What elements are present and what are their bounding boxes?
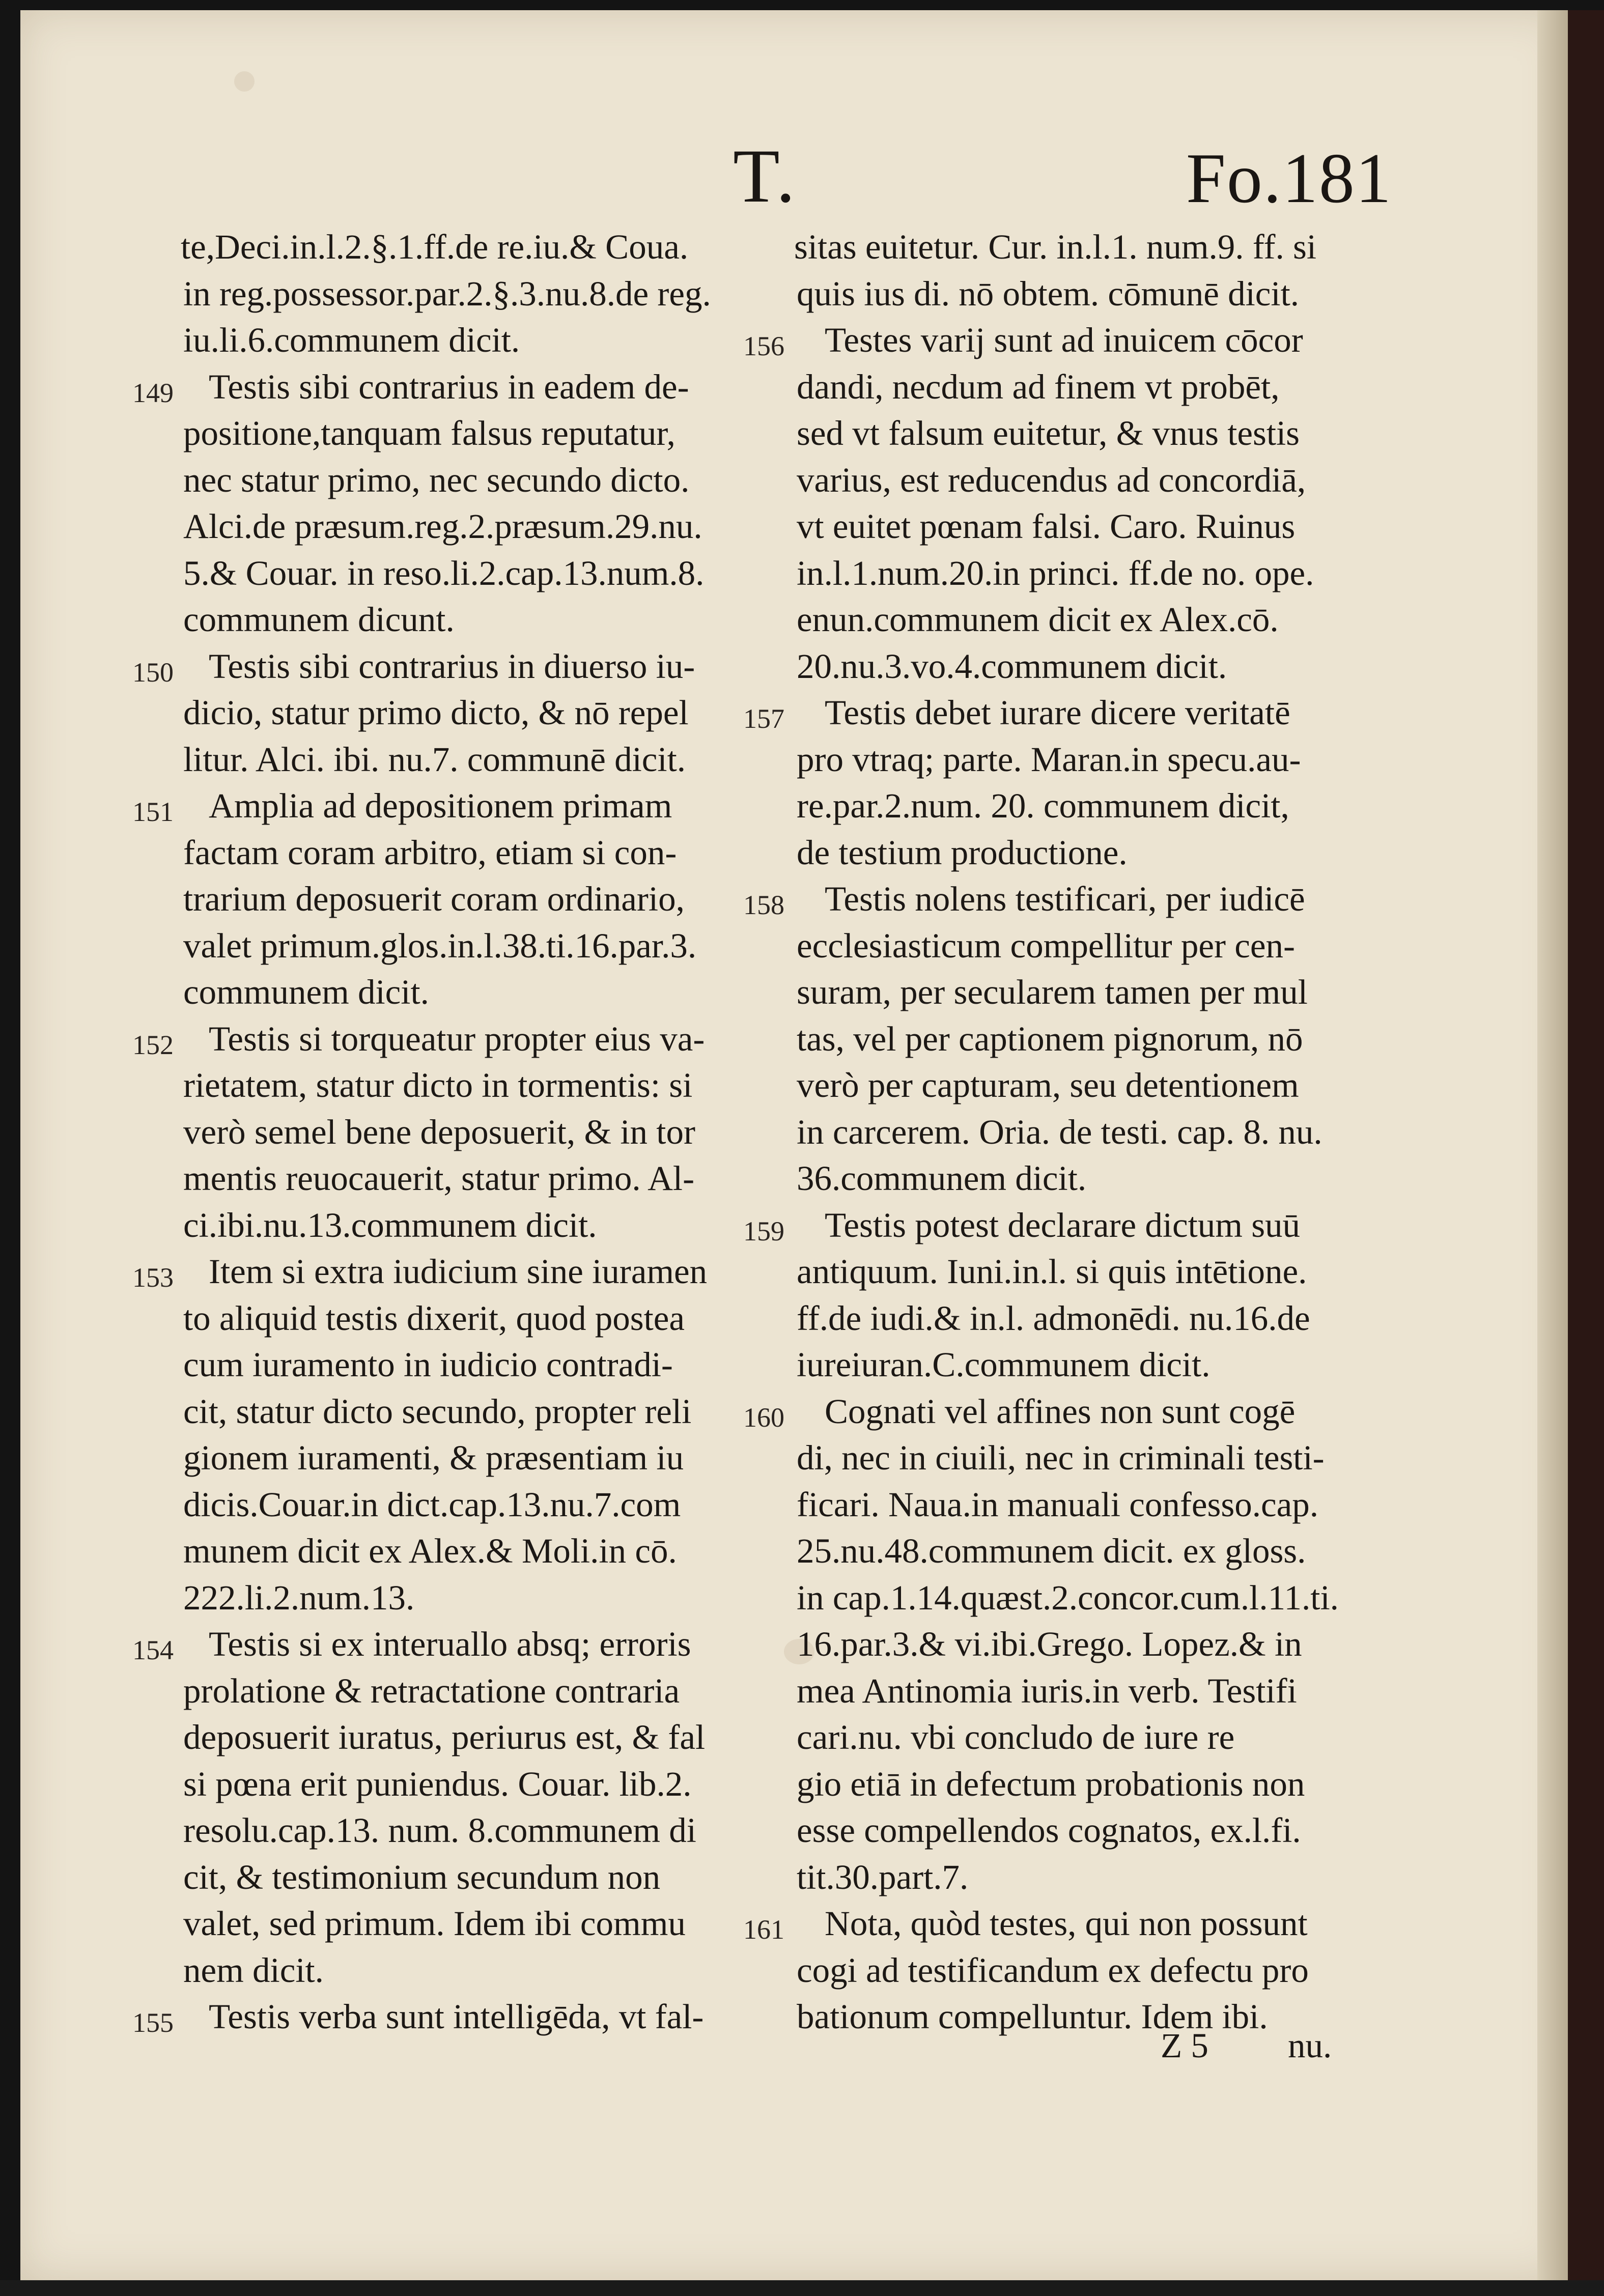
line-text: in.l.1.num.20.in princi. ff.de no. ope. bbox=[797, 553, 1314, 592]
text-line bbox=[132, 1994, 743, 2040]
entry bbox=[132, 1994, 743, 2040]
line-text: de testium productione. bbox=[797, 833, 1128, 872]
text-line bbox=[743, 876, 1380, 923]
line-text: si pœna erit puniendus. Couar. lib.2. bbox=[183, 1764, 692, 1803]
line-text: Testis sibi contrarius in diuerso iu- bbox=[209, 646, 695, 686]
text-line bbox=[743, 503, 1380, 550]
text-line bbox=[743, 1528, 1380, 1575]
text-line bbox=[132, 1249, 743, 1295]
line-text: in reg.possessor.par.2.§.3.nu.8.de reg. bbox=[183, 274, 711, 313]
entry bbox=[743, 1388, 1380, 1901]
line-text: mea Antinomia iuris.in verb. Testifi bbox=[797, 1671, 1297, 1710]
line-text: nem dicit. bbox=[183, 1950, 324, 1990]
line-text: Alci.de præsum.reg.2.præsum.29.nu. bbox=[183, 507, 702, 546]
text-line bbox=[743, 1016, 1380, 1063]
text-line bbox=[132, 690, 743, 736]
text-line bbox=[743, 1202, 1380, 1249]
text-line bbox=[132, 1109, 743, 1156]
line-text: valet, sed primum. Idem ibi commu bbox=[183, 1904, 686, 1943]
line-text: varius, est reducendus ad concordiā, bbox=[797, 460, 1306, 499]
text-line bbox=[132, 1621, 743, 1668]
line-text: Testis si ex interuallo absq; erroris bbox=[209, 1625, 691, 1663]
entry bbox=[743, 1901, 1380, 2040]
text-line bbox=[132, 643, 743, 690]
line-text: mentis reuocauerit, statur primo. Al- bbox=[183, 1159, 695, 1198]
line-text: munem dicit ex Alex.& Moli.in cō. bbox=[183, 1532, 677, 1570]
text-line bbox=[132, 1016, 743, 1063]
line-text: antiquum. Iuni.in.l. si quis intētione. bbox=[797, 1252, 1307, 1291]
line-text: dicis.Couar.in dict.cap.13.nu.7.com bbox=[183, 1485, 681, 1524]
text-line bbox=[132, 1575, 743, 1622]
header-letter: T. bbox=[733, 134, 797, 218]
text-line bbox=[132, 271, 743, 318]
line-text: ecclesiasticum compellitur per cen- bbox=[797, 926, 1295, 965]
text-line bbox=[743, 830, 1380, 876]
entry bbox=[132, 783, 743, 1016]
line-text: dicio, statur primo dicto, & nō repel bbox=[183, 693, 689, 732]
text-line bbox=[743, 410, 1380, 457]
text-line bbox=[743, 783, 1380, 830]
line-text: in cap.1.14.quæst.2.concor.cum.l.11.ti. bbox=[797, 1578, 1339, 1617]
text-line bbox=[743, 364, 1380, 411]
text-line bbox=[132, 597, 743, 643]
entry-number: 149 bbox=[132, 377, 174, 408]
text-line bbox=[743, 1109, 1380, 1156]
text-line bbox=[743, 1342, 1380, 1388]
line-text: litur. Alci. ibi. nu.7. communē dicit. bbox=[183, 740, 686, 779]
line-text: tas, vel per captionem pignorum, nō bbox=[797, 1019, 1303, 1058]
book-page bbox=[20, 10, 1568, 2280]
text-line bbox=[132, 1155, 743, 1202]
line-text: communem dicit. bbox=[183, 973, 429, 1011]
text-line bbox=[743, 224, 1380, 271]
line-text: in carcerem. Oria. de testi. cap. 8. nu. bbox=[797, 1112, 1322, 1151]
line-text: gio etiā in defectum probationis non bbox=[797, 1764, 1305, 1803]
left-column bbox=[132, 224, 743, 2040]
text-line bbox=[743, 923, 1380, 970]
line-text: bationum compelluntur. Idem ibi. bbox=[797, 1997, 1268, 2036]
folio-number: Fo.181 bbox=[1186, 139, 1392, 218]
line-text: trarium deposuerit coram ordinario, bbox=[183, 880, 685, 918]
text-line bbox=[743, 1947, 1380, 1994]
entry bbox=[132, 1249, 743, 1621]
line-text: cit, & testimonium secundum non bbox=[183, 1857, 661, 1896]
entry-number: 156 bbox=[743, 331, 784, 361]
text-line bbox=[743, 1901, 1380, 1947]
entry bbox=[132, 1621, 743, 1994]
entry-number: 155 bbox=[132, 2007, 174, 2038]
text-line bbox=[132, 224, 743, 271]
text-line bbox=[743, 1155, 1380, 1202]
line-text: Testis debet iurare dicere veritatē bbox=[825, 693, 1290, 732]
line-text: rietatem, statur dicto in tormentis: si bbox=[183, 1066, 693, 1104]
text-line bbox=[743, 457, 1380, 504]
line-text: ficari. Naua.in manuali confesso.cap. bbox=[797, 1485, 1318, 1524]
text-line bbox=[743, 1668, 1380, 1715]
line-text: gionem iuramenti, & præsentiam iu bbox=[183, 1438, 684, 1477]
text-line bbox=[743, 1388, 1380, 1435]
entry bbox=[743, 1202, 1380, 1388]
entry-number: 159 bbox=[743, 1215, 784, 1246]
text-line bbox=[132, 550, 743, 597]
line-text: Item si extra iudicium sine iuramen bbox=[209, 1252, 708, 1291]
line-text: tit.30.part.7. bbox=[797, 1857, 969, 1896]
line-text: Cognati vel affines non sunt cogē bbox=[825, 1392, 1296, 1431]
text-line bbox=[132, 1435, 743, 1482]
line-text: 25.nu.48.communem dicit. ex gloss. bbox=[797, 1532, 1306, 1570]
line-text: cari.nu. vbi concludo de iure re bbox=[797, 1718, 1235, 1756]
line-text: 222.li.2.num.13. bbox=[183, 1578, 415, 1617]
line-text: sitas euitetur. Cur. in.l.1. num.9. ff. si bbox=[794, 228, 1317, 266]
entry bbox=[132, 364, 743, 643]
text-line bbox=[743, 271, 1380, 318]
text-line bbox=[743, 1435, 1380, 1482]
entry-number: 160 bbox=[743, 1402, 784, 1433]
line-text: ci.ibi.nu.13.communem dicit. bbox=[183, 1205, 597, 1244]
line-text: Testis potest declarare dictum suū bbox=[825, 1205, 1301, 1244]
text-line bbox=[132, 1528, 743, 1575]
text-line bbox=[743, 1295, 1380, 1342]
line-text: to aliquid testis dixerit, quod postea bbox=[183, 1298, 685, 1338]
text-line bbox=[132, 364, 743, 411]
line-text: Amplia ad depositionem primam bbox=[209, 786, 672, 825]
text-line bbox=[132, 1714, 743, 1761]
line-text: 36.communem dicit. bbox=[797, 1159, 1087, 1198]
text-line bbox=[743, 1062, 1380, 1109]
adjacent-page-edge bbox=[1568, 10, 1604, 2280]
text-line bbox=[132, 783, 743, 830]
text-line bbox=[132, 1901, 743, 1947]
line-text: re.par.2.num. 20. communem dicit, bbox=[797, 786, 1289, 825]
line-text: deposuerit iuratus, periurus est, & fal bbox=[183, 1718, 706, 1756]
bottom-shadow bbox=[0, 2280, 1604, 2296]
right-column bbox=[743, 224, 1380, 2040]
text-line bbox=[743, 1249, 1380, 1295]
signature-mark bbox=[1161, 2026, 1332, 2066]
text-line bbox=[743, 736, 1380, 783]
text-line bbox=[132, 1807, 743, 1854]
text-line bbox=[132, 1482, 743, 1528]
line-text: resolu.cap.13. num. 8.communem di bbox=[183, 1811, 696, 1850]
text-line bbox=[132, 1668, 743, 1715]
line-text: dandi, necdum ad finem vt probēt, bbox=[797, 367, 1280, 406]
line-text: Testis nolens testificari, per iudicē bbox=[825, 880, 1305, 918]
entry bbox=[132, 643, 743, 783]
text-line bbox=[743, 550, 1380, 597]
line-text: positione,tanquam falsus reputatur, bbox=[183, 414, 676, 452]
catchword: nu. bbox=[1288, 2026, 1332, 2065]
text-line bbox=[132, 1388, 743, 1435]
text-line bbox=[132, 1761, 743, 1808]
line-text: sed vt falsum euitetur, & vnus testis bbox=[797, 414, 1300, 452]
line-text: enun.communem dicit ex Alex.cō. bbox=[797, 600, 1279, 639]
line-text: 5.& Couar. in reso.li.2.cap.13.num.8. bbox=[183, 553, 705, 592]
entry-number: 150 bbox=[132, 657, 174, 688]
text-line bbox=[743, 1994, 1380, 2040]
line-text: iureiuran.C.communem dicit. bbox=[797, 1345, 1211, 1384]
line-text: Testes varij sunt ad inuicem cōcor bbox=[825, 321, 1303, 359]
line-text: verò per capturam, seu detentionem bbox=[797, 1066, 1299, 1104]
text-line bbox=[132, 457, 743, 504]
line-text: Testis verba sunt intelligēda, vt fal- bbox=[209, 1997, 704, 2036]
signature-letter: Z 5 bbox=[1161, 2026, 1208, 2065]
line-text: communem dicunt. bbox=[183, 600, 455, 639]
entry-number: 152 bbox=[132, 1029, 174, 1060]
line-text: valet primum.glos.in.l.38.ti.16.par.3. bbox=[183, 926, 697, 965]
entry bbox=[132, 224, 743, 364]
line-text: prolatione & retractatione contraria bbox=[183, 1671, 680, 1710]
text-line bbox=[132, 923, 743, 970]
line-text: cogi ad testificandum ex defectu pro bbox=[797, 1950, 1309, 1990]
line-text: Testis sibi contrarius in eadem de- bbox=[209, 367, 689, 406]
line-text: nec statur primo, nec secundo dicto. bbox=[183, 460, 690, 499]
text-line bbox=[743, 1714, 1380, 1761]
text-line bbox=[743, 690, 1380, 736]
entry-number: 158 bbox=[743, 890, 784, 920]
entry-number: 151 bbox=[132, 797, 174, 827]
entry bbox=[743, 224, 1380, 317]
text-line bbox=[743, 1575, 1380, 1622]
entry-number: 161 bbox=[743, 1914, 784, 1945]
line-text: verò semel bene deposuerit, & in tor bbox=[183, 1112, 695, 1151]
line-text: esse compellendos cognatos, ex.l.fi. bbox=[797, 1811, 1301, 1850]
text-line bbox=[132, 736, 743, 783]
text-line bbox=[132, 1202, 743, 1249]
text-line bbox=[132, 876, 743, 923]
text-line bbox=[743, 1807, 1380, 1854]
text-line bbox=[132, 1854, 743, 1901]
line-text: suram, per secularem tamen per mul bbox=[797, 973, 1308, 1011]
line-text: Testis si torqueatur propter eius va- bbox=[209, 1019, 705, 1058]
page-edge bbox=[1537, 10, 1568, 2280]
text-line bbox=[743, 1761, 1380, 1808]
text-line bbox=[132, 1342, 743, 1388]
text-line bbox=[743, 317, 1380, 364]
line-text: quis ius di. nō obtem. cōmunē dicit. bbox=[797, 274, 1299, 313]
text-line bbox=[743, 969, 1380, 1016]
line-text: iu.li.6.communem dicit. bbox=[183, 321, 520, 359]
entry-number: 157 bbox=[743, 703, 784, 734]
entry-number: 154 bbox=[132, 1635, 174, 1665]
text-line bbox=[132, 830, 743, 876]
text-line bbox=[132, 503, 743, 550]
line-text: pro vtraq; parte. Maran.in specu.au- bbox=[797, 740, 1301, 779]
line-text: 20.nu.3.vo.4.communem dicit. bbox=[797, 646, 1227, 686]
line-text: Nota, quòd testes, qui non possunt bbox=[825, 1904, 1308, 1943]
text-line bbox=[743, 1854, 1380, 1901]
line-text: cit, statur dicto secundo, propter reli bbox=[183, 1392, 692, 1431]
entry bbox=[743, 690, 1380, 876]
text-line bbox=[132, 1947, 743, 1994]
line-text: 16.par.3.& vi.ibi.Grego. Lopez.& in bbox=[797, 1625, 1302, 1663]
text-line bbox=[743, 1621, 1380, 1668]
line-text: ff.de iudi.& in.l. admonēdi. nu.16.de bbox=[797, 1298, 1310, 1338]
entry bbox=[743, 317, 1380, 690]
line-text: vt euitet pœnam falsi. Caro. Ruinus bbox=[797, 507, 1296, 546]
text-line bbox=[132, 969, 743, 1016]
text-line bbox=[132, 1062, 743, 1109]
line-text: cum iuramento in iudicio contradi- bbox=[183, 1345, 673, 1384]
entry-number: 153 bbox=[132, 1262, 174, 1293]
text-line bbox=[132, 410, 743, 457]
text-line bbox=[132, 1295, 743, 1342]
line-text: te,Deci.in.l.2.§.1.ff.de re.iu.& Coua. bbox=[181, 228, 689, 266]
text-line bbox=[743, 597, 1380, 643]
text-line bbox=[743, 643, 1380, 690]
line-text: di, nec in ciuili, nec in criminali testi- bbox=[797, 1438, 1325, 1477]
entry bbox=[132, 1016, 743, 1249]
line-text: factam coram arbitro, etiam si con- bbox=[183, 833, 677, 872]
text-line bbox=[743, 1482, 1380, 1528]
entry bbox=[743, 876, 1380, 1202]
text-line bbox=[132, 317, 743, 364]
